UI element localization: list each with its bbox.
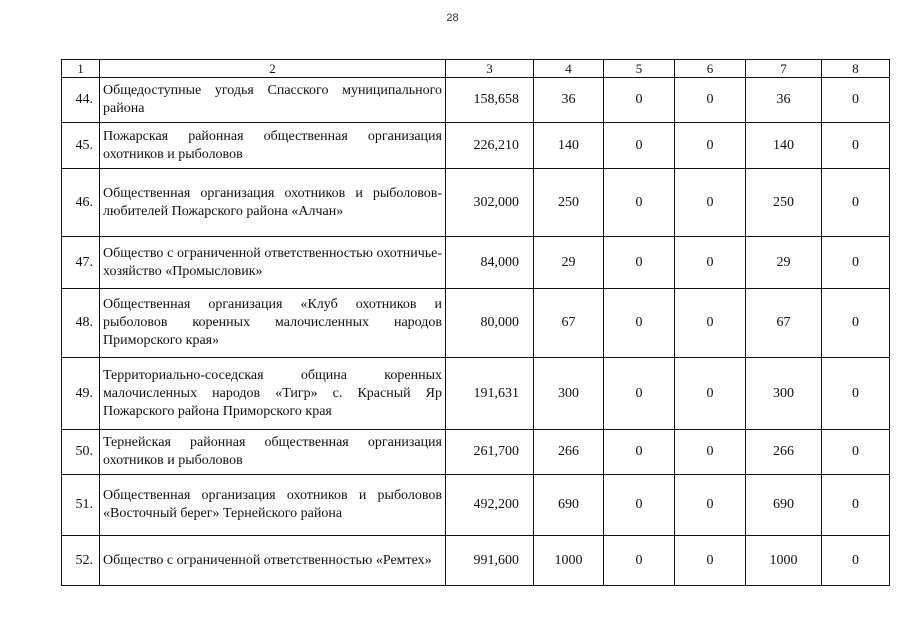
organization-name: Тернейская районная общественная организация охотников и рыболовов [100, 430, 446, 475]
column-header: 5 [604, 60, 675, 78]
table-cell: 0 [604, 169, 675, 237]
area-value: 191,631 [446, 358, 534, 430]
table-cell: 0 [822, 430, 890, 475]
data-table [61, 59, 890, 586]
column-header: 8 [822, 60, 890, 78]
row-number: 44. [62, 78, 100, 123]
table-cell: 690 [746, 475, 822, 536]
organization-name: Общедоступные угодья Спасского муниципального района [100, 78, 446, 123]
table-cell: 67 [534, 289, 604, 358]
organization-name: Общественная организация охотников и рыболовов-любителей Пожарского района «Алчан» [100, 169, 446, 237]
row-number: 45. [62, 123, 100, 169]
column-header: 1 [62, 60, 100, 78]
table-cell: 0 [604, 536, 675, 586]
organization-name: Общественная организация охотников и рыболовов «Восточный берег» Тернейского района [100, 475, 446, 536]
organization-name: Общественная организация «Клуб охотников и рыболовов коренных малочисленных народов Приморского края» [100, 289, 446, 358]
table-cell: 36 [534, 78, 604, 123]
organization-name: Пожарская районная общественная организация охотников и рыболовов [100, 123, 446, 169]
area-value: 261,700 [446, 430, 534, 475]
table-cell: 0 [604, 78, 675, 123]
page-number: 28 [446, 12, 459, 24]
table-cell: 0 [822, 358, 890, 430]
column-header: 2 [100, 60, 446, 78]
table-cell: 300 [746, 358, 822, 430]
table-row [62, 430, 890, 475]
table-cell: 0 [822, 289, 890, 358]
table-cell: 300 [534, 358, 604, 430]
row-number: 52. [62, 536, 100, 586]
table-cell: 140 [746, 123, 822, 169]
table-cell: 0 [675, 358, 746, 430]
row-number: 47. [62, 237, 100, 289]
table-cell: 266 [746, 430, 822, 475]
table-cell: 0 [604, 358, 675, 430]
table-cell: 1000 [746, 536, 822, 586]
table-cell: 0 [675, 475, 746, 536]
table-cell: 0 [675, 123, 746, 169]
area-value: 80,000 [446, 289, 534, 358]
table-cell: 0 [675, 78, 746, 123]
table-cell: 36 [746, 78, 822, 123]
table-cell: 67 [746, 289, 822, 358]
row-number: 48. [62, 289, 100, 358]
table-cell: 0 [675, 430, 746, 475]
table-row [62, 169, 890, 237]
row-number: 46. [62, 169, 100, 237]
table-row [62, 78, 890, 123]
table-cell: 0 [604, 475, 675, 536]
table-row [62, 475, 890, 536]
table-cell: 0 [822, 123, 890, 169]
table-cell: 0 [822, 237, 890, 289]
table-cell: 250 [746, 169, 822, 237]
table-cell: 0 [675, 536, 746, 586]
table-row [62, 123, 890, 169]
table-cell: 0 [822, 169, 890, 237]
column-header: 3 [446, 60, 534, 78]
area-value: 226,210 [446, 123, 534, 169]
table-row [62, 289, 890, 358]
table-cell: 0 [675, 289, 746, 358]
table-cell: 0 [822, 536, 890, 586]
row-number: 51. [62, 475, 100, 536]
organization-name: Общество с ограниченной ответственностью охотничье-хозяйство «Промысловик» [100, 237, 446, 289]
column-header: 7 [746, 60, 822, 78]
table-header-row [62, 60, 890, 78]
column-header: 6 [675, 60, 746, 78]
table-cell: 0 [822, 78, 890, 123]
table-row [62, 237, 890, 289]
area-value: 991,600 [446, 536, 534, 586]
table-cell: 29 [534, 237, 604, 289]
row-number: 49. [62, 358, 100, 430]
area-value: 84,000 [446, 237, 534, 289]
table-cell: 690 [534, 475, 604, 536]
table-cell: 250 [534, 169, 604, 237]
table-row [62, 536, 890, 586]
table-cell: 0 [675, 169, 746, 237]
table-row [62, 358, 890, 430]
table-cell: 0 [604, 123, 675, 169]
column-header: 4 [534, 60, 604, 78]
table-cell: 1000 [534, 536, 604, 586]
area-value: 158,658 [446, 78, 534, 123]
table-cell: 0 [604, 430, 675, 475]
area-value: 302,000 [446, 169, 534, 237]
table-cell: 0 [675, 237, 746, 289]
table-cell: 29 [746, 237, 822, 289]
row-number: 50. [62, 430, 100, 475]
table-cell: 0 [822, 475, 890, 536]
table-cell: 140 [534, 123, 604, 169]
organization-name: Территориально-соседская община коренных малочисленных народов «Тигр» с. Красный Яр Пожарского района Приморского края [100, 358, 446, 430]
area-value: 492,200 [446, 475, 534, 536]
organization-name: Общество с ограниченной ответственностью «Ремтех» [100, 536, 446, 586]
table-cell: 0 [604, 237, 675, 289]
table-cell: 266 [534, 430, 604, 475]
table-cell: 0 [604, 289, 675, 358]
